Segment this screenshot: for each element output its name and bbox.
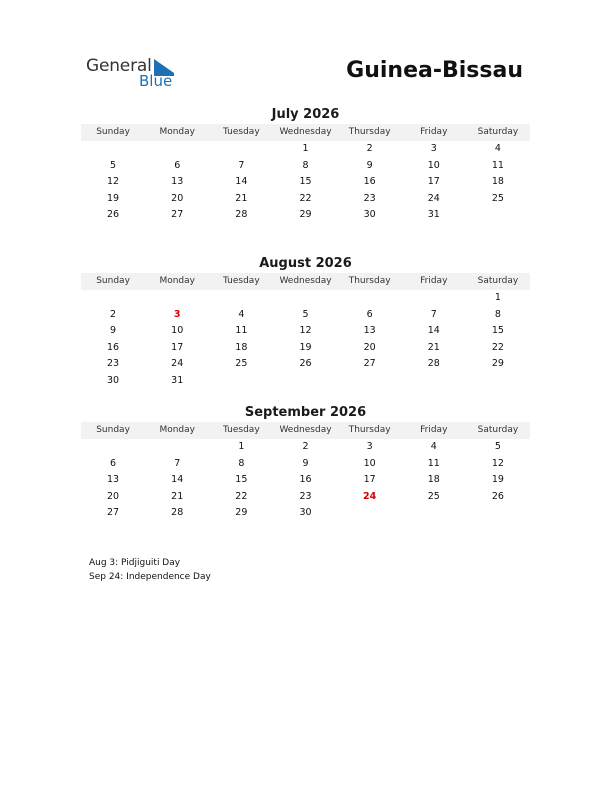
day-cell: 20 [107, 490, 120, 502]
day-cell: 20 [363, 341, 376, 353]
empty-day-cell [338, 373, 402, 390]
day-cell: 7 [174, 457, 181, 469]
logo-triangle-icon [154, 59, 174, 73]
empty-day-cell [338, 290, 402, 307]
day-cell: 9 [110, 325, 117, 336]
day-cell: 21 [235, 192, 248, 204]
empty-day-cell [145, 290, 209, 307]
month-title: September 2026 [244, 405, 367, 420]
day-cell: 30 [107, 374, 120, 386]
day-cell: 26 [299, 358, 312, 369]
day-cell: 15 [235, 474, 248, 485]
day-cell: 12 [491, 457, 504, 469]
day-cell: 1 [494, 292, 501, 303]
day-cell: 28 [171, 507, 184, 518]
day-cell: 9 [302, 457, 309, 469]
weekday-label: Tuesday [223, 127, 260, 137]
day-cell: 24 [171, 358, 184, 369]
day-cell: 13 [171, 176, 184, 187]
week-row [81, 439, 530, 456]
day-cell: 11 [235, 325, 248, 336]
day-cell: 5 [110, 159, 117, 171]
day-cell: 25 [235, 358, 248, 369]
weekday-label: Saturday [477, 276, 519, 286]
day-cell: 27 [107, 507, 120, 518]
weekday-label: Friday [420, 127, 448, 137]
empty-day-cell [145, 141, 209, 158]
empty-day-cell [209, 290, 273, 307]
day-cell: 31 [427, 209, 440, 220]
day-cell: 19 [491, 474, 504, 485]
day-cell: 15 [299, 176, 312, 187]
empty-day-cell [81, 141, 145, 158]
day-cell: 8 [302, 159, 309, 171]
weekday-label: Monday [159, 276, 195, 286]
day-cell: 12 [107, 176, 120, 187]
day-cell: 31 [171, 374, 184, 386]
month-title: July 2026 [271, 107, 340, 122]
day-cell: 17 [171, 341, 184, 353]
day-cell: 23 [363, 192, 376, 204]
empty-day-cell [145, 439, 209, 456]
day-cell: 18 [235, 341, 248, 353]
day-cell: 26 [107, 209, 120, 220]
weekday-label: Sunday [96, 276, 130, 286]
day-cell: 24 [363, 490, 377, 502]
empty-day-cell [402, 505, 466, 522]
day-cell: 23 [107, 358, 120, 369]
week-row [81, 158, 530, 175]
day-cell: 30 [363, 209, 376, 220]
day-cell: 22 [299, 192, 312, 204]
day-cell: 17 [363, 474, 376, 485]
weekday-label: Tuesday [223, 425, 260, 435]
month-calendar [81, 256, 530, 389]
holiday-note: Aug 3: Pidjiguiti Day [89, 558, 181, 568]
day-cell: 3 [366, 441, 373, 452]
weekday-label: Sunday [96, 425, 130, 435]
day-cell: 22 [235, 490, 248, 502]
logo-blue-text: Blue [139, 72, 173, 90]
day-cell: 13 [363, 325, 376, 336]
day-cell: 16 [299, 474, 312, 485]
day-cell: 3 [430, 143, 437, 154]
day-cell: 29 [235, 507, 248, 518]
day-cell: 12 [299, 325, 312, 336]
day-cell: 1 [238, 441, 245, 452]
empty-day-cell [273, 373, 337, 390]
day-cell: 2 [302, 441, 309, 452]
weekday-header-row [81, 273, 530, 290]
day-cell: 9 [366, 159, 373, 171]
day-cell: 23 [299, 490, 312, 502]
day-cell: 14 [427, 325, 440, 336]
day-cell: 7 [430, 308, 437, 320]
day-cell: 17 [427, 176, 440, 187]
day-cell: 4 [430, 441, 437, 452]
day-cell: 26 [491, 490, 504, 502]
day-cell: 21 [171, 490, 184, 502]
day-cell: 7 [238, 159, 245, 171]
weekday-header-row [81, 422, 530, 439]
day-cell: 3 [173, 308, 181, 320]
day-cell: 29 [299, 209, 312, 220]
weekday-label: Thursday [348, 127, 391, 137]
month-calendar [81, 107, 530, 224]
weekday-label: Wednesday [279, 425, 332, 435]
week-row [81, 356, 530, 373]
day-cell: 19 [107, 192, 120, 204]
holiday-notes [89, 556, 211, 584]
weekday-header-row [81, 124, 530, 141]
day-cell: 5 [494, 441, 501, 452]
empty-day-cell [402, 290, 466, 307]
empty-day-cell [209, 141, 273, 158]
day-cell: 29 [491, 358, 504, 369]
day-cell: 27 [171, 209, 184, 220]
day-cell: 11 [427, 457, 440, 469]
day-cell: 4 [494, 143, 501, 154]
weekday-label: Monday [159, 425, 195, 435]
empty-day-cell [466, 505, 530, 522]
week-row [81, 373, 530, 390]
week-row [81, 141, 530, 158]
week-row [81, 505, 530, 522]
day-cell: 24 [427, 192, 440, 204]
day-cell: 28 [235, 209, 248, 220]
day-cell: 2 [366, 143, 373, 154]
day-cell: 14 [235, 176, 248, 187]
weekday-label: Thursday [348, 425, 391, 435]
day-cell: 15 [491, 325, 504, 336]
day-cell: 11 [491, 159, 504, 171]
empty-day-cell [273, 290, 337, 307]
day-cell: 25 [491, 192, 504, 204]
weekday-label: Saturday [477, 127, 519, 137]
day-cell: 16 [363, 176, 376, 187]
weekday-label: Monday [159, 127, 195, 137]
weekday-label: Wednesday [279, 276, 332, 286]
day-cell: 28 [427, 358, 440, 369]
week-row [81, 191, 530, 208]
weekday-label: Sunday [96, 127, 130, 137]
weekday-label: Wednesday [279, 127, 332, 137]
weekday-label: Friday [420, 276, 448, 286]
empty-day-cell [81, 439, 145, 456]
day-cell: 30 [299, 507, 312, 518]
weekday-label: Thursday [348, 276, 391, 286]
day-cell: 13 [107, 474, 120, 485]
week-row [81, 456, 530, 473]
day-cell: 21 [427, 341, 440, 353]
week-row [81, 472, 530, 489]
day-cell: 18 [491, 176, 504, 187]
empty-day-cell [338, 505, 402, 522]
day-cell: 4 [238, 308, 245, 320]
day-cell: 6 [174, 159, 181, 171]
country-title: Guinea-Bissau [346, 58, 523, 83]
weekday-label: Saturday [477, 425, 519, 435]
day-cell: 27 [363, 358, 376, 369]
week-row [81, 307, 530, 324]
day-cell: 5 [302, 308, 309, 320]
holiday-note: Sep 24: Independence Day [89, 572, 211, 582]
day-cell: 22 [491, 341, 504, 353]
month-title: August 2026 [259, 256, 352, 271]
empty-day-cell [402, 373, 466, 390]
day-cell: 6 [110, 457, 117, 469]
empty-day-cell [466, 373, 530, 390]
day-cell: 14 [171, 474, 184, 485]
empty-day-cell [209, 373, 273, 390]
day-cell: 1 [302, 143, 309, 154]
week-row [81, 174, 530, 191]
week-row [81, 323, 530, 340]
day-cell: 18 [427, 474, 440, 485]
logo-general-text: General [86, 56, 152, 76]
day-cell: 2 [110, 308, 117, 320]
day-cell: 16 [107, 341, 120, 353]
day-cell: 19 [299, 341, 312, 353]
week-row [81, 340, 530, 357]
day-cell: 8 [238, 457, 245, 469]
empty-day-cell [81, 290, 145, 307]
day-cell: 10 [363, 457, 376, 469]
month-calendar [81, 405, 530, 522]
day-cell: 10 [427, 159, 440, 171]
week-row [81, 489, 530, 506]
weekday-label: Friday [420, 425, 448, 435]
week-row [81, 207, 530, 224]
day-cell: 8 [494, 308, 501, 320]
day-cell: 6 [366, 308, 373, 320]
day-cell: 10 [171, 325, 184, 336]
day-cell: 25 [427, 490, 440, 502]
empty-day-cell [466, 207, 530, 224]
generalblue-logo [86, 56, 196, 92]
weekday-label: Tuesday [223, 276, 260, 286]
day-cell: 20 [171, 192, 184, 204]
week-row [81, 290, 530, 307]
